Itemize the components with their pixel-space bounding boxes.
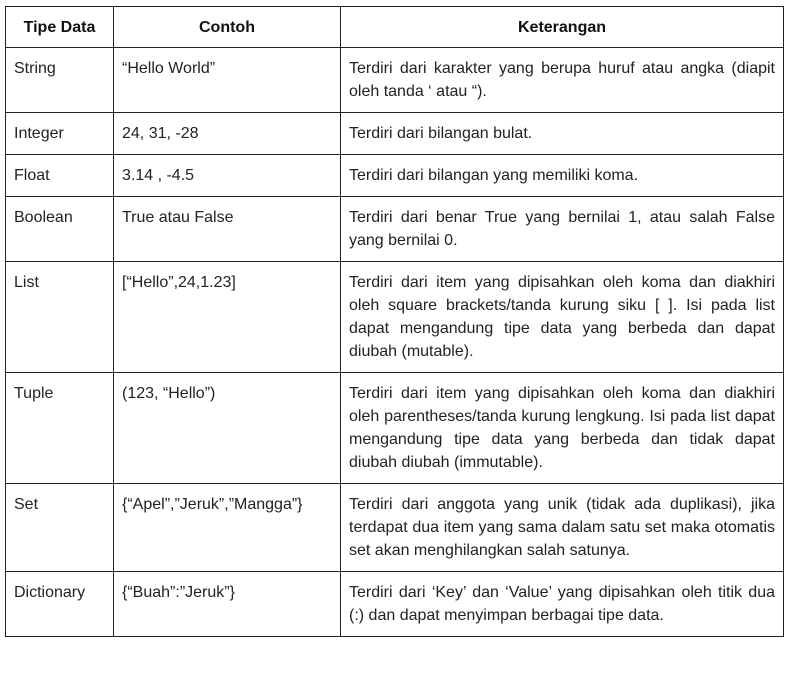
type-cell: Tuple [6,373,114,484]
example-cell: “Hello World” [114,48,341,113]
table-body [6,48,784,637]
table-row [6,113,784,155]
example-cell: {“Buah”:”Jeruk”} [114,572,341,637]
description-cell: Terdiri dari karakter yang berupa huruf atau angka (diapit oleh tanda ‘ atau “). [341,48,784,113]
table-row [6,48,784,113]
header-example: Contoh [114,7,341,48]
example-cell: 3.14 , -4.5 [114,155,341,197]
description-cell: Terdiri dari ‘Key’ dan ‘Value’ yang dipisahkan oleh titik dua (:) dan dapat menyimpan berbagai tipe data. [341,572,784,637]
table-header [6,7,784,48]
description-cell: Terdiri dari bilangan yang memiliki koma. [341,155,784,197]
example-cell: (123, “Hello”) [114,373,341,484]
description-cell: Terdiri dari benar True yang bernilai 1, atau salah False yang bernilai 0. [341,197,784,262]
type-cell: Boolean [6,197,114,262]
table-row [6,262,784,373]
type-cell: Integer [6,113,114,155]
example-cell: [“Hello”,24,1.23] [114,262,341,373]
type-cell: Dictionary [6,572,114,637]
example-cell: 24, 31, -28 [114,113,341,155]
table-row [6,484,784,572]
header-row [6,7,784,48]
description-cell: Terdiri dari item yang dipisahkan oleh koma dan diakhiri oleh parentheses/tanda kurung lengkung. Isi pada list dapat mengandung tipe data yang berbeda dan tidak dapat diubah diubah (immutable). [341,373,784,484]
description-cell: Terdiri dari anggota yang unik (tidak ada duplikasi), jika terdapat dua item yang sama dalam satu set maka otomatis set akan menghilangkan salah satunya. [341,484,784,572]
header-type: Tipe Data [6,7,114,48]
type-cell: String [6,48,114,113]
type-cell: Set [6,484,114,572]
table-row [6,155,784,197]
example-cell: True atau False [114,197,341,262]
type-cell: List [6,262,114,373]
table-row [6,197,784,262]
table-row [6,572,784,637]
table-row [6,373,784,484]
header-description: Keterangan [341,7,784,48]
description-cell: Terdiri dari bilangan bulat. [341,113,784,155]
example-cell: {“Apel”,”Jeruk”,”Mangga”} [114,484,341,572]
data-types-table [5,6,784,637]
type-cell: Float [6,155,114,197]
description-cell: Terdiri dari item yang dipisahkan oleh koma dan diakhiri oleh square brackets/tanda kurung siku [ ]. Isi pada list dapat mengandung tipe data yang berbeda dan dapat diubah (mutable). [341,262,784,373]
